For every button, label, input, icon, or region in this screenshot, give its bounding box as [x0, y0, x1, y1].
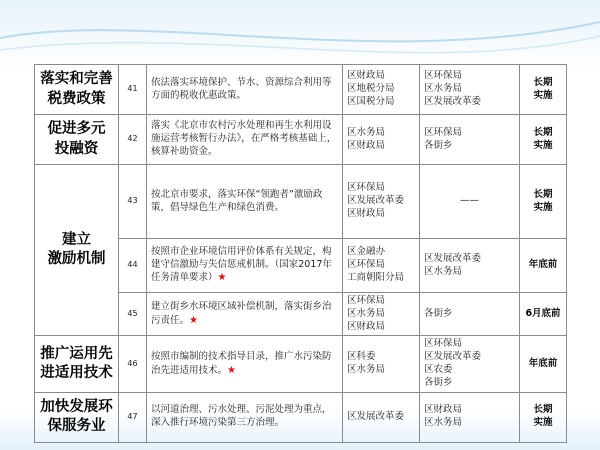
- category-cell: 建立 激励机制: [35, 165, 119, 336]
- item-number: 45: [119, 293, 147, 336]
- deadline-cell: 年底前: [520, 239, 567, 293]
- deadline-cell: 长期 实施: [520, 392, 567, 442]
- task-description: 按照市编制的技术指导目录，推广水污染防治先进适用技术。★: [147, 336, 343, 392]
- assist-unit-cell: 区财政局 区水务局: [420, 392, 520, 442]
- assist-unit-cell: 区环保局 各街乡: [420, 115, 520, 165]
- item-number: 43: [119, 165, 147, 239]
- category-cell: 促进多元 投融资: [35, 115, 119, 165]
- deadline-cell: 长期 实施: [520, 115, 567, 165]
- policy-table: [34, 64, 567, 443]
- lead-unit-cell: 区水务局 区财政局: [343, 115, 420, 165]
- deadline-cell: 长期 实施: [520, 165, 567, 239]
- task-description: 落实《北京市农村污水处理和再生水利用设施运营考核暂行办法》，在严格考核基础上，核算补助资金。: [147, 115, 343, 165]
- lead-unit-cell: 区金融办 区环保局 工商朝阳分局: [343, 239, 420, 293]
- deadline-cell: 6月底前: [520, 293, 567, 336]
- category-cell: 加快发展环 保服务业: [35, 392, 119, 442]
- table-row: [35, 165, 567, 239]
- star-icon: ★: [189, 314, 198, 326]
- category-cell: 推广运用先 进适用技术: [35, 336, 119, 392]
- item-number: 41: [119, 65, 147, 115]
- item-number: 42: [119, 115, 147, 165]
- item-number: 44: [119, 239, 147, 293]
- lead-unit-cell: 区财政局 区地税分局 区国税分局: [343, 65, 420, 115]
- task-description: 建立街乡水环境区域补偿机制，落实街乡治污责任。★: [147, 293, 343, 336]
- deadline-cell: 年底前: [520, 336, 567, 392]
- table-row: [35, 336, 567, 392]
- lead-unit-cell: 区环保局 区发展改革委 区财政局: [343, 165, 420, 239]
- item-number: 47: [119, 392, 147, 442]
- assist-unit-cell: ——: [420, 165, 520, 239]
- assist-unit-cell: 各街乡: [420, 293, 520, 336]
- star-icon: ★: [227, 364, 236, 376]
- lead-unit-cell: 区发展改革委: [343, 392, 420, 442]
- deadline-cell: 长期 实施: [520, 65, 567, 115]
- decorative-swoosh: [0, 0, 600, 70]
- task-description: 按照市企业环境信用评价体系有关规定，构建守信激励与失信惩戒机制。（国家2017年任务清单要求）★: [147, 239, 343, 293]
- task-description: 按北京市要求，落实环保“领跑者”激励政策，倡导绿色生产和绿色消费。: [147, 165, 343, 239]
- task-description: 以河道治理、污水处理、污泥处理为重点，深入推行环境污染第三方治理。: [147, 392, 343, 442]
- assist-unit-cell: 区环保局 区水务局 区发展改革委: [420, 65, 520, 115]
- item-number: 46: [119, 336, 147, 392]
- table-row: [35, 65, 567, 115]
- star-icon: ★: [217, 272, 227, 284]
- assist-unit-cell: 区环保局 区发展改革委 区农委 各街乡: [420, 336, 520, 392]
- task-description: 依法落实环境保护、节水、资源综合利用等方面的税收优惠政策。: [147, 65, 343, 115]
- category-cell: 落实和完善 税费政策: [35, 65, 119, 115]
- table-row: [35, 392, 567, 442]
- lead-unit-cell: 区科委 区水务局: [343, 336, 420, 392]
- assist-unit-cell: 区发展改革委 区水务局: [420, 239, 520, 293]
- table-row: [35, 115, 567, 165]
- lead-unit-cell: 区环保局 区水务局 区财政局: [343, 293, 420, 336]
